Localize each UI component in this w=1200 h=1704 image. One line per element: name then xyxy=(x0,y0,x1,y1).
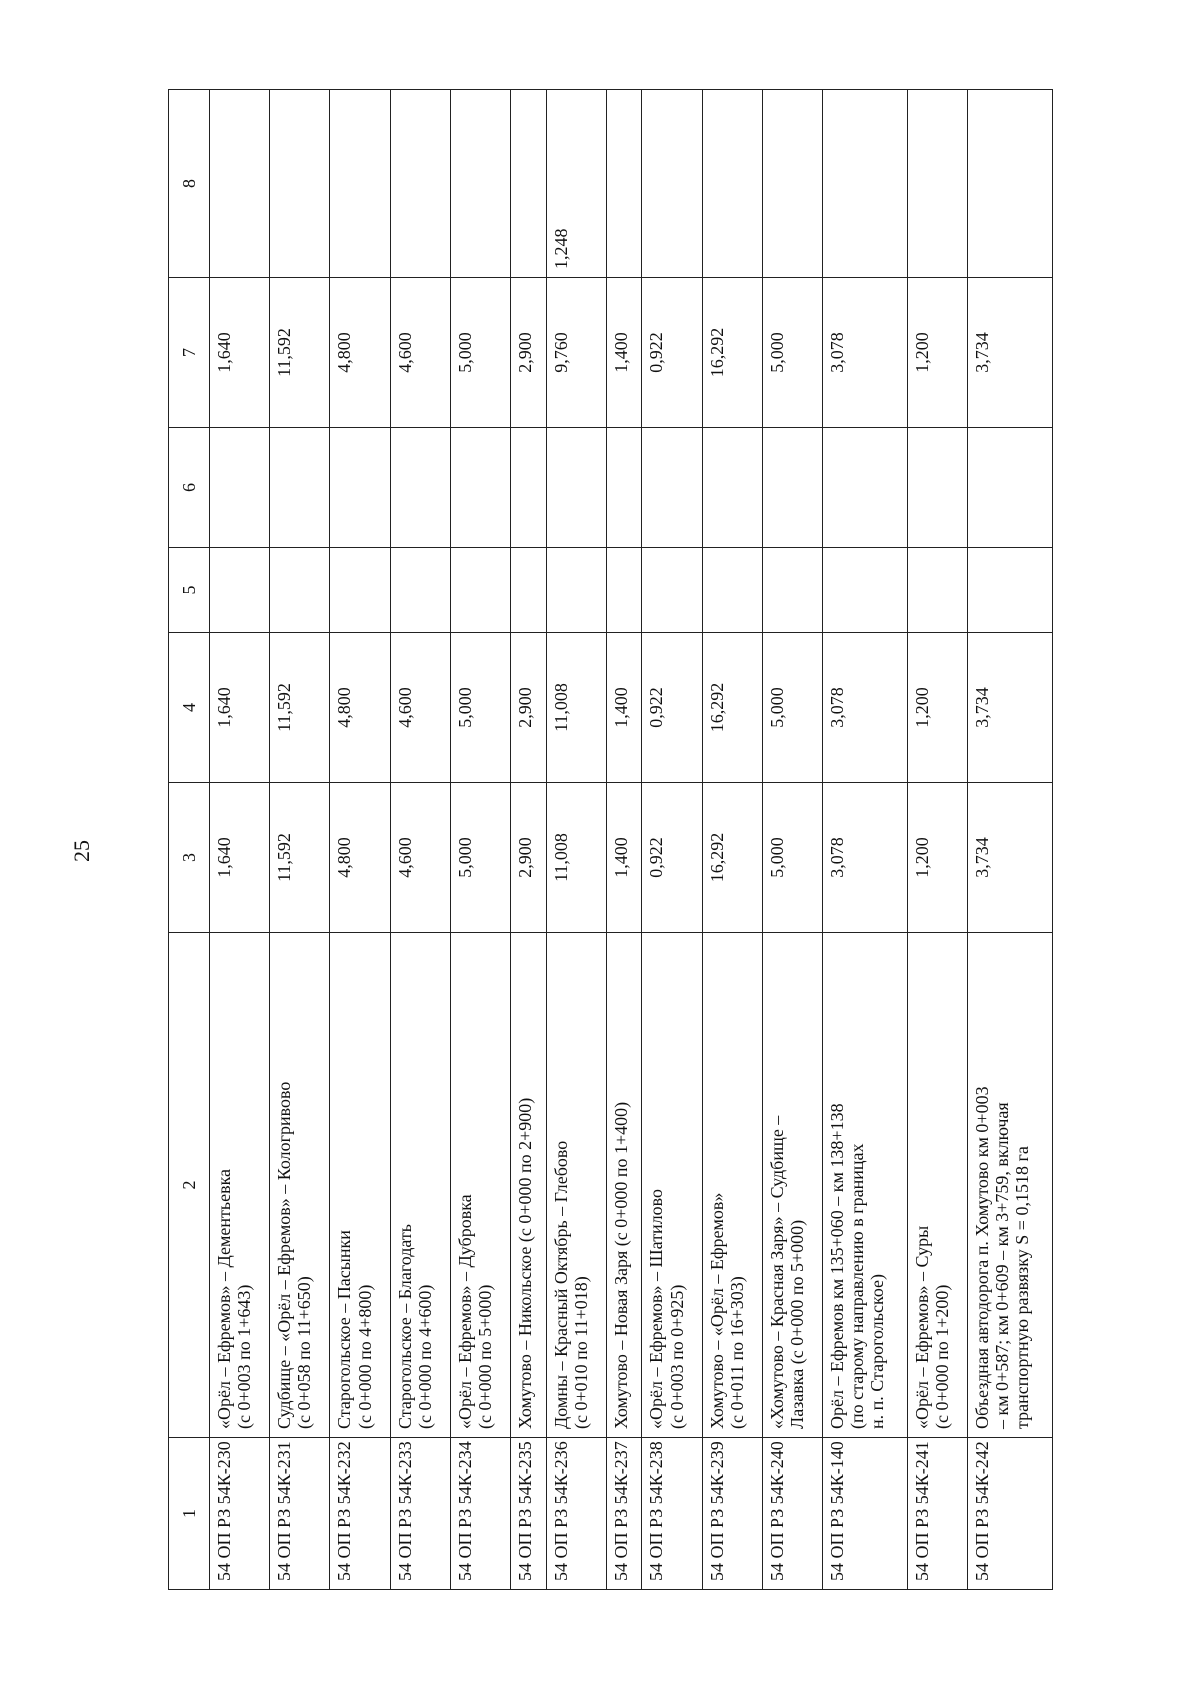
cell-col-4: 1,400 xyxy=(606,633,642,783)
cell-col-8 xyxy=(823,90,908,278)
cell-col-6 xyxy=(606,428,642,548)
cell-col-7: 11,592 xyxy=(270,278,330,428)
table-row xyxy=(702,90,762,1590)
cell-col-4: 5,000 xyxy=(762,633,822,783)
cell-col-2: Старогольское – Благодать (с 0+000 по 4+600) xyxy=(390,933,450,1438)
cell-col-4: 5,000 xyxy=(450,633,510,783)
cell-col-2: Хомутово – «Орёл – Ефремов» (с 0+011 по 16+303) xyxy=(702,933,762,1438)
cell-col-1: 54 ОП РЗ 54К-231 xyxy=(270,1438,330,1590)
cell-col-7: 1,400 xyxy=(606,278,642,428)
cell-col-7: 0,922 xyxy=(642,278,702,428)
header-row xyxy=(169,90,210,1590)
cell-col-2: Хомутово – Никольское (с 0+000 по 2+900) xyxy=(511,933,547,1438)
cell-col-5 xyxy=(390,548,450,633)
cell-col-8 xyxy=(907,90,967,278)
cell-col-1: 54 ОП РЗ 54К-240 xyxy=(762,1438,822,1590)
cell-col-1: 54 ОП РЗ 54К-237 xyxy=(606,1438,642,1590)
cell-col-5 xyxy=(642,548,702,633)
column-header-8: 8 xyxy=(169,90,210,278)
cell-col-3: 11,592 xyxy=(270,783,330,933)
cell-col-2: «Орёл – Ефремов» – Дементьевка (с 0+003 по 1+643) xyxy=(210,933,270,1438)
table-row xyxy=(606,90,642,1590)
cell-col-4: 4,600 xyxy=(390,633,450,783)
cell-col-1: 54 ОП РЗ 54К-232 xyxy=(330,1438,390,1590)
cell-col-1: 54 ОП РЗ 54К-236 xyxy=(546,1438,606,1590)
cell-col-2: «Орёл – Ефремов» – Дубровка (с 0+000 по 5+000) xyxy=(450,933,510,1438)
cell-col-2: «Хомутово – Красная Заря» – Судбище – Лазавка (с 0+000 по 5+000) xyxy=(762,933,822,1438)
cell-col-3: 1,400 xyxy=(606,783,642,933)
cell-col-5 xyxy=(546,548,606,633)
cell-col-2: Орёл – Ефремов км 135+060 – км 138+138 (по старому направлению в границах н. п. Старогольское) xyxy=(823,933,908,1438)
cell-col-3: 3,078 xyxy=(823,783,908,933)
cell-col-2: Хомутово – Новая Заря (с 0+000 по 1+400) xyxy=(606,933,642,1438)
cell-col-8 xyxy=(968,90,1053,278)
table-row xyxy=(210,90,270,1590)
cell-col-4: 3,734 xyxy=(968,633,1053,783)
cell-col-3: 3,734 xyxy=(968,783,1053,933)
cell-col-6 xyxy=(210,428,270,548)
cell-col-7: 5,000 xyxy=(450,278,510,428)
cell-col-3: 4,800 xyxy=(330,783,390,933)
cell-col-4: 11,592 xyxy=(270,633,330,783)
cell-col-1: 54 ОП РЗ 54К-230 xyxy=(210,1438,270,1590)
cell-col-3: 2,900 xyxy=(511,783,547,933)
cell-col-4: 2,900 xyxy=(511,633,547,783)
table-row xyxy=(546,90,606,1590)
cell-col-5 xyxy=(702,548,762,633)
cell-col-8 xyxy=(450,90,510,278)
cell-col-6 xyxy=(823,428,908,548)
cell-col-6 xyxy=(907,428,967,548)
cell-col-6 xyxy=(546,428,606,548)
cell-col-6 xyxy=(390,428,450,548)
cell-col-1: 54 ОП РЗ 54К-239 xyxy=(702,1438,762,1590)
cell-col-7: 5,000 xyxy=(762,278,822,428)
column-header-4: 4 xyxy=(169,633,210,783)
cell-col-5 xyxy=(511,548,547,633)
cell-col-5 xyxy=(210,548,270,633)
table-row xyxy=(270,90,330,1590)
table-body xyxy=(210,90,1053,1590)
cell-col-6 xyxy=(642,428,702,548)
cell-col-2: Старогольское – Пасынки (с 0+000 по 4+800) xyxy=(330,933,390,1438)
table-row xyxy=(907,90,967,1590)
cell-col-1: 54 ОП РЗ 54К-233 xyxy=(390,1438,450,1590)
cell-col-4: 4,800 xyxy=(330,633,390,783)
cell-col-8 xyxy=(642,90,702,278)
cell-col-5 xyxy=(907,548,967,633)
column-header-1: 1 xyxy=(169,1438,210,1590)
cell-col-5 xyxy=(606,548,642,633)
cell-col-6 xyxy=(762,428,822,548)
cell-col-3: 1,200 xyxy=(907,783,967,933)
column-header-2: 2 xyxy=(169,933,210,1438)
cell-col-2: «Орёл – Ефремов» – Суры (с 0+000 по 1+200) xyxy=(907,933,967,1438)
cell-col-7: 3,734 xyxy=(968,278,1053,428)
cell-col-2: «Орёл – Ефремов» – Шатилово (с 0+003 по 0+925) xyxy=(642,933,702,1438)
cell-col-3: 1,640 xyxy=(210,783,270,933)
rotated-table-wrapper xyxy=(168,90,1053,1590)
cell-col-4: 1,640 xyxy=(210,633,270,783)
cell-col-2: Домны – Красный Октябрь – Глебово (с 0+010 по 11+018) xyxy=(546,933,606,1438)
cell-col-4: 1,200 xyxy=(907,633,967,783)
cell-col-3: 16,292 xyxy=(702,783,762,933)
cell-col-4: 3,078 xyxy=(823,633,908,783)
table-row xyxy=(511,90,547,1590)
cell-col-3: 11,008 xyxy=(546,783,606,933)
cell-col-3: 5,000 xyxy=(450,783,510,933)
cell-col-7: 4,600 xyxy=(390,278,450,428)
cell-col-3: 5,000 xyxy=(762,783,822,933)
cell-col-8 xyxy=(702,90,762,278)
cell-col-4: 0,922 xyxy=(642,633,702,783)
cell-col-8: 1,248 xyxy=(546,90,606,278)
cell-col-7: 1,640 xyxy=(210,278,270,428)
cell-col-6 xyxy=(511,428,547,548)
cell-col-6 xyxy=(450,428,510,548)
cell-col-1: 54 ОП РЗ 54К-235 xyxy=(511,1438,547,1590)
cell-col-5 xyxy=(270,548,330,633)
table-row xyxy=(968,90,1053,1590)
cell-col-5 xyxy=(330,548,390,633)
column-header-5: 5 xyxy=(169,548,210,633)
column-header-6: 6 xyxy=(169,428,210,548)
cell-col-1: 54 ОП РЗ 54К-242 xyxy=(968,1438,1053,1590)
cell-col-8 xyxy=(390,90,450,278)
cell-col-8 xyxy=(210,90,270,278)
cell-col-1: 54 ОП РЗ 54К-140 xyxy=(823,1438,908,1590)
cell-col-5 xyxy=(450,548,510,633)
cell-col-7: 9,760 xyxy=(546,278,606,428)
cell-col-4: 11,008 xyxy=(546,633,606,783)
table-row xyxy=(823,90,908,1590)
cell-col-3: 4,600 xyxy=(390,783,450,933)
table-row xyxy=(330,90,390,1590)
cell-col-7: 4,800 xyxy=(330,278,390,428)
cell-col-7: 3,078 xyxy=(823,278,908,428)
cell-col-8 xyxy=(330,90,390,278)
cell-col-6 xyxy=(270,428,330,548)
cell-col-6 xyxy=(702,428,762,548)
cell-col-8 xyxy=(270,90,330,278)
cell-col-1: 54 ОП РЗ 54К-241 xyxy=(907,1438,967,1590)
cell-col-4: 16,292 xyxy=(702,633,762,783)
cell-col-5 xyxy=(823,548,908,633)
cell-col-2: Судбище – «Орёл – Ефремов» – Кологривово (с 0+058 по 11+650) xyxy=(270,933,330,1438)
cell-col-5 xyxy=(968,548,1053,633)
cell-col-6 xyxy=(968,428,1053,548)
cell-col-5 xyxy=(762,548,822,633)
cell-col-1: 54 ОП РЗ 54К-234 xyxy=(450,1438,510,1590)
cell-col-7: 1,200 xyxy=(907,278,967,428)
column-header-3: 3 xyxy=(169,783,210,933)
cell-col-3: 0,922 xyxy=(642,783,702,933)
table-row xyxy=(450,90,510,1590)
cell-col-8 xyxy=(511,90,547,278)
roads-table xyxy=(168,89,1053,1590)
table-row xyxy=(390,90,450,1590)
cell-col-2: Объездная автодорога п. Хомутово км 0+003 – км 0+587; км 0+609 – км 3+759, включая транспортную развязку S = 0,1518 га xyxy=(968,933,1053,1438)
cell-col-6 xyxy=(330,428,390,548)
column-header-7: 7 xyxy=(169,278,210,428)
cell-col-8 xyxy=(606,90,642,278)
cell-col-8 xyxy=(762,90,822,278)
table-row xyxy=(762,90,822,1590)
cell-col-7: 16,292 xyxy=(702,278,762,428)
cell-col-7: 2,900 xyxy=(511,278,547,428)
page-number: 25 xyxy=(69,840,94,862)
table-row xyxy=(642,90,702,1590)
cell-col-1: 54 ОП РЗ 54К-238 xyxy=(642,1438,702,1590)
